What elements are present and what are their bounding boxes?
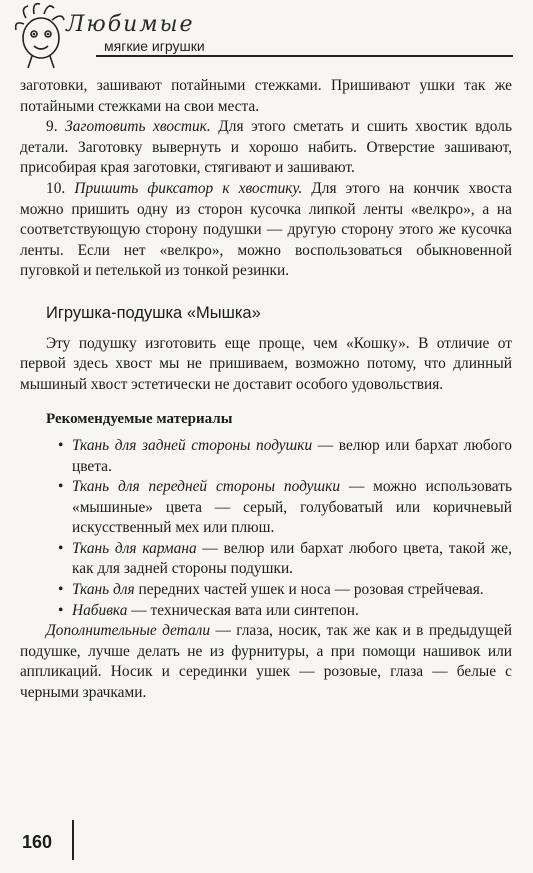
material-desc: — велюр или бархат любого цвета. bbox=[72, 436, 513, 475]
material-item bbox=[20, 436, 512, 477]
extra-details-title: Дополнительные детали bbox=[46, 622, 211, 640]
material-item bbox=[20, 601, 512, 622]
header-rule bbox=[96, 55, 513, 57]
step-text: Для этого сметать и сшить хвостик вдоль детали. Заготовку вывернуть и хорошо набить. Отверстие зашивают, присобирая края заготовки, стягивают и зашивают. bbox=[20, 118, 512, 177]
section-heading: Игрушка-подушка «Мышка» bbox=[46, 303, 261, 322]
material-item bbox=[20, 539, 512, 580]
step-number: 9. bbox=[46, 118, 66, 136]
step-title: Пришить фиксатор к хвостику. bbox=[74, 179, 303, 197]
material-name: Ткань для задней стороны подушки bbox=[72, 436, 313, 454]
step-title: Заготовить хвостик. bbox=[65, 118, 211, 136]
step-number: 10. bbox=[46, 179, 75, 197]
material-desc: — техническая вата или синтепон. bbox=[127, 601, 359, 619]
header-subtitle: мягкие игрушки bbox=[104, 38, 205, 54]
materials-heading: Рекомендуемые материалы bbox=[46, 411, 233, 428]
material-desc: — можно использовать «мышиные» цвета — серый, голубоватый или коричневый искусственный мех или плюш. bbox=[72, 478, 512, 537]
step-text: Для этого на кончик хвоста можно пришить одну из сторон кусочка липкой ленты «велкро», а на соответствующую сторону подушки — другую сторону этого же кусочка ленты. Если нет «велкро», можно воспользоваться обыкновенной пуговкой и петелькой из тонкой резинки. bbox=[20, 179, 513, 280]
paragraph-1: заготовки, зашивают потайными стежками. Пришивают ушки так же потайными стежками на свои места. bbox=[20, 77, 512, 115]
paragraph-step-9 bbox=[20, 117, 512, 179]
page-header bbox=[0, 0, 533, 60]
header-script-title: Любимые bbox=[66, 12, 195, 37]
doll-logo-icon bbox=[12, 2, 70, 70]
footer-rule bbox=[72, 820, 74, 860]
paragraph-step-10 bbox=[20, 179, 512, 282]
material-item bbox=[20, 580, 512, 601]
paragraph-extra-details bbox=[20, 621, 512, 703]
material-desc: — велюр или бархат любого цвета, такой же, как для задней стороны подушки. bbox=[72, 539, 512, 578]
page-number: 160 bbox=[22, 832, 53, 852]
page-content bbox=[20, 76, 512, 704]
material-name: Набивка bbox=[72, 601, 128, 619]
paragraph-intro: Эту подушку изготовить еще проще, чем «Кошку». В отличие от первой здесь хвост мы не пришиваем, возможно потому, что длинный мышиный хвост эстетически не доставит особого удовольствия. bbox=[20, 334, 512, 393]
material-name: Ткань для bbox=[72, 581, 135, 599]
material-name: Ткань для передней стороны подушки bbox=[72, 478, 341, 496]
extra-details-text: — глаза, носик, так же как и в предыдущей подушке, лучше делать не из фурнитуры, а при помощи нашивок или аппликаций. Носик и серединки ушек — розовые, глаза — белые с черными зрачками. bbox=[20, 622, 512, 702]
material-desc: передних частей ушек и носа — розовая стрейчевая. bbox=[134, 581, 484, 599]
material-item bbox=[20, 477, 512, 539]
material-name: Ткань для кармана bbox=[72, 539, 197, 557]
